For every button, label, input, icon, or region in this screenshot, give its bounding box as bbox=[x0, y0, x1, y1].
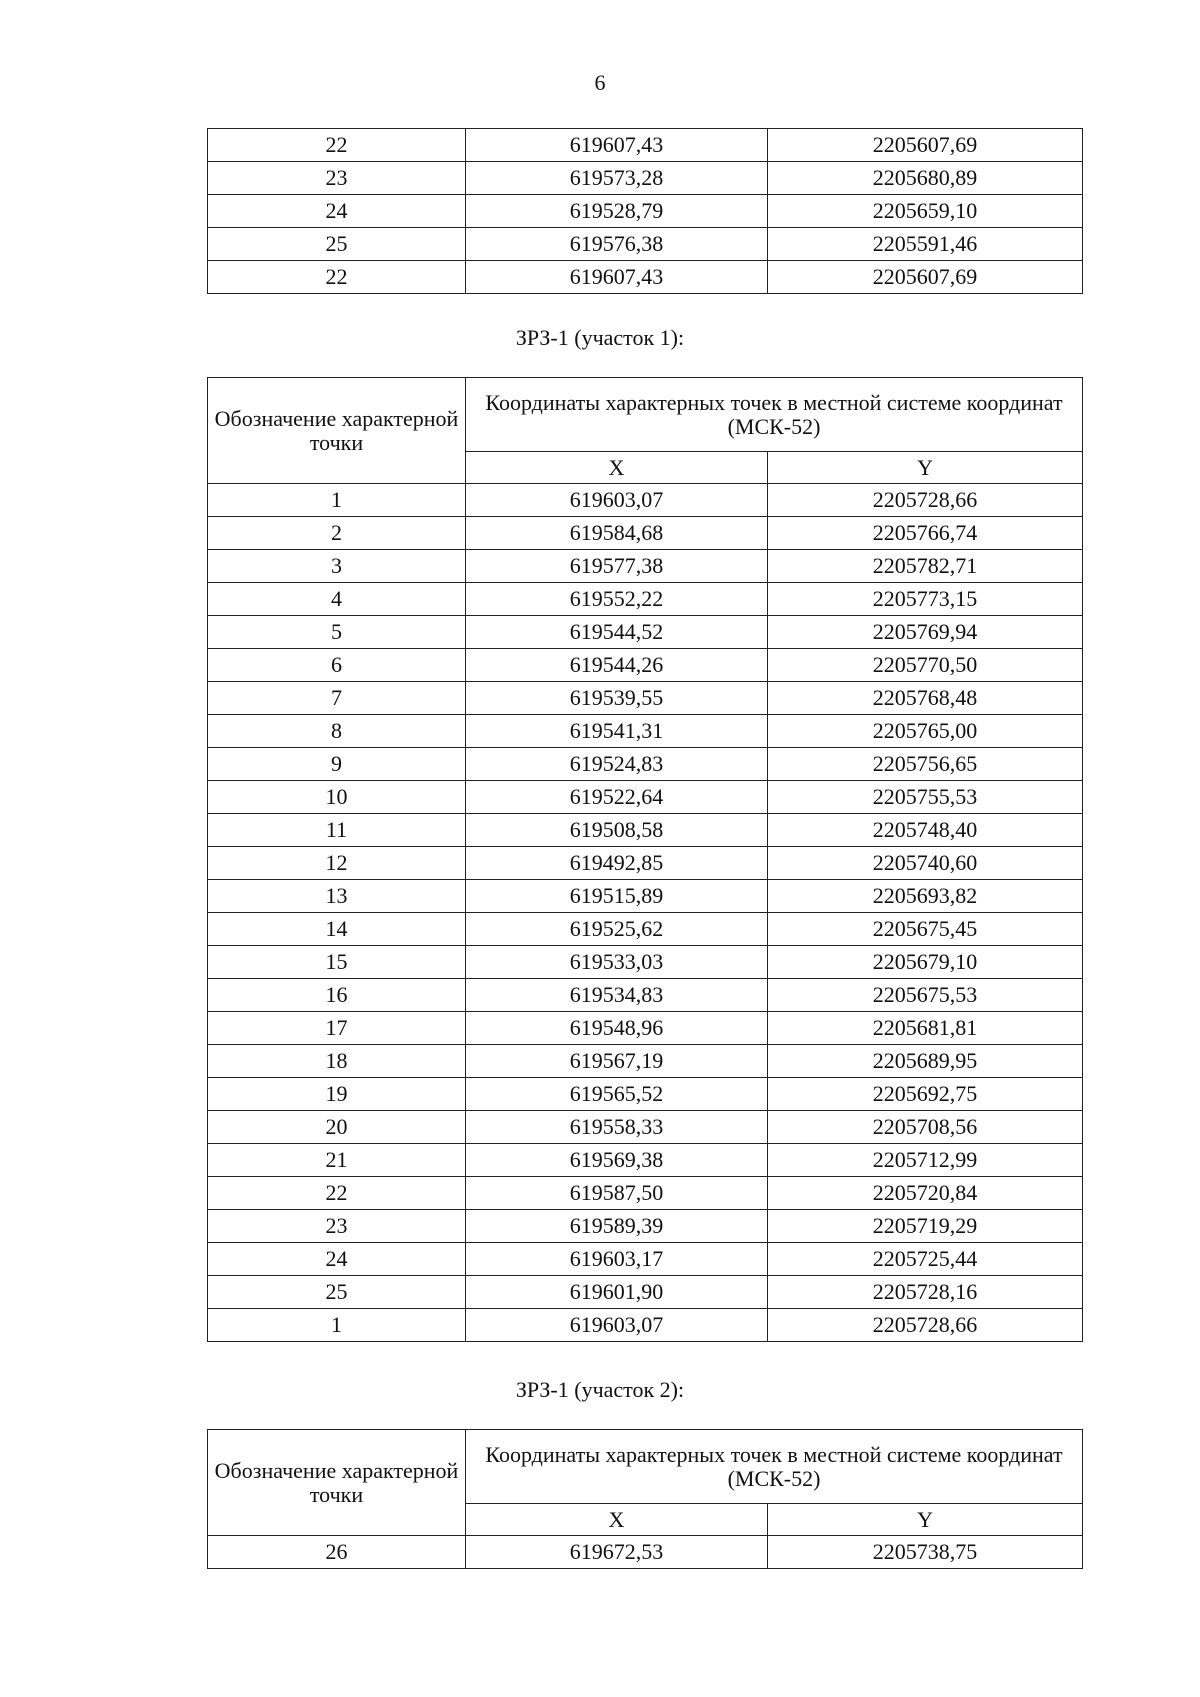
point-number-cell: 16 bbox=[208, 979, 466, 1012]
table-row bbox=[208, 1012, 1083, 1045]
table-row bbox=[208, 195, 1083, 228]
table-row bbox=[208, 1536, 1083, 1569]
coordinates-table-plot-2 bbox=[207, 1429, 1083, 1569]
header-x: X bbox=[466, 452, 768, 484]
y-coordinate-cell: 2205756,65 bbox=[768, 748, 1083, 781]
table-row bbox=[208, 1177, 1083, 1210]
y-coordinate-cell: 2205740,60 bbox=[768, 847, 1083, 880]
table-row bbox=[208, 1276, 1083, 1309]
y-coordinate-cell: 2205769,94 bbox=[768, 616, 1083, 649]
table-row bbox=[208, 129, 1083, 162]
point-number-cell: 3 bbox=[208, 550, 466, 583]
coordinates-table-plot-1 bbox=[207, 377, 1083, 1342]
x-coordinate-cell: 619607,43 bbox=[466, 261, 768, 294]
x-coordinate-cell: 619576,38 bbox=[466, 228, 768, 261]
point-number-cell: 24 bbox=[208, 1243, 466, 1276]
x-coordinate-cell: 619589,39 bbox=[466, 1210, 768, 1243]
y-coordinate-cell: 2205689,95 bbox=[768, 1045, 1083, 1078]
y-coordinate-cell: 2205782,71 bbox=[768, 550, 1083, 583]
point-number-cell: 25 bbox=[208, 228, 466, 261]
header-coordinates: Координаты характерных точек в местной системе координат (МСК-52) bbox=[466, 1430, 1083, 1504]
y-coordinate-cell: 2205770,50 bbox=[768, 649, 1083, 682]
table-row bbox=[208, 162, 1083, 195]
x-coordinate-cell: 619541,31 bbox=[466, 715, 768, 748]
y-coordinate-cell: 2205768,48 bbox=[768, 682, 1083, 715]
y-coordinate-cell: 2205693,82 bbox=[768, 880, 1083, 913]
table-row bbox=[208, 979, 1083, 1012]
y-coordinate-cell: 2205675,53 bbox=[768, 979, 1083, 1012]
table-row bbox=[208, 1045, 1083, 1078]
table-row bbox=[208, 228, 1083, 261]
point-number-cell: 22 bbox=[208, 129, 466, 162]
table-row bbox=[208, 1210, 1083, 1243]
point-number-cell: 25 bbox=[208, 1276, 466, 1309]
table-row bbox=[208, 1309, 1083, 1342]
y-coordinate-cell: 2205738,75 bbox=[768, 1536, 1083, 1569]
x-coordinate-cell: 619577,38 bbox=[466, 550, 768, 583]
table-row bbox=[208, 781, 1083, 814]
table-row bbox=[208, 550, 1083, 583]
table-row bbox=[208, 814, 1083, 847]
y-coordinate-cell: 2205679,10 bbox=[768, 946, 1083, 979]
x-coordinate-cell: 619603,17 bbox=[466, 1243, 768, 1276]
point-number-cell: 1 bbox=[208, 484, 466, 517]
table-row bbox=[208, 649, 1083, 682]
point-number-cell: 12 bbox=[208, 847, 466, 880]
y-coordinate-cell: 2205607,69 bbox=[768, 261, 1083, 294]
x-coordinate-cell: 619584,68 bbox=[466, 517, 768, 550]
header-y: Y bbox=[768, 1504, 1083, 1536]
y-coordinate-cell: 2205725,44 bbox=[768, 1243, 1083, 1276]
x-coordinate-cell: 619515,89 bbox=[466, 880, 768, 913]
point-number-cell: 1 bbox=[208, 1309, 466, 1342]
header-y: Y bbox=[768, 452, 1083, 484]
x-coordinate-cell: 619533,03 bbox=[466, 946, 768, 979]
table-row bbox=[208, 1111, 1083, 1144]
x-coordinate-cell: 619544,52 bbox=[466, 616, 768, 649]
point-number-cell: 22 bbox=[208, 1177, 466, 1210]
table-row bbox=[208, 880, 1083, 913]
y-coordinate-cell: 2205681,81 bbox=[768, 1012, 1083, 1045]
point-number-cell: 14 bbox=[208, 913, 466, 946]
table-row bbox=[208, 715, 1083, 748]
x-coordinate-cell: 619567,19 bbox=[466, 1045, 768, 1078]
point-number-cell: 24 bbox=[208, 195, 466, 228]
y-coordinate-cell: 2205659,10 bbox=[768, 195, 1083, 228]
table-row bbox=[208, 517, 1083, 550]
point-number-cell: 10 bbox=[208, 781, 466, 814]
point-number-cell: 19 bbox=[208, 1078, 466, 1111]
table-row bbox=[208, 1144, 1083, 1177]
x-coordinate-cell: 619525,62 bbox=[466, 913, 768, 946]
coordinates-table-continued bbox=[207, 128, 1083, 294]
point-number-cell: 18 bbox=[208, 1045, 466, 1078]
y-coordinate-cell: 2205773,15 bbox=[768, 583, 1083, 616]
header-x: X bbox=[466, 1504, 768, 1536]
x-coordinate-cell: 619558,33 bbox=[466, 1111, 768, 1144]
x-coordinate-cell: 619508,58 bbox=[466, 814, 768, 847]
y-coordinate-cell: 2205692,75 bbox=[768, 1078, 1083, 1111]
y-coordinate-cell: 2205728,66 bbox=[768, 484, 1083, 517]
y-coordinate-cell: 2205675,45 bbox=[768, 913, 1083, 946]
x-coordinate-cell: 619552,22 bbox=[466, 583, 768, 616]
point-number-cell: 13 bbox=[208, 880, 466, 913]
x-coordinate-cell: 619539,55 bbox=[466, 682, 768, 715]
point-number-cell: 11 bbox=[208, 814, 466, 847]
point-number-cell: 7 bbox=[208, 682, 466, 715]
point-number-cell: 2 bbox=[208, 517, 466, 550]
y-coordinate-cell: 2205719,29 bbox=[768, 1210, 1083, 1243]
section-title-plot-1: ЗРЗ-1 (участок 1): bbox=[515, 325, 685, 350]
point-number-cell: 23 bbox=[208, 1210, 466, 1243]
y-coordinate-cell: 2205765,00 bbox=[768, 715, 1083, 748]
section-title-plot-2: ЗРЗ-1 (участок 2): bbox=[515, 1377, 685, 1402]
y-coordinate-cell: 2205766,74 bbox=[768, 517, 1083, 550]
point-number-cell: 15 bbox=[208, 946, 466, 979]
point-number-cell: 5 bbox=[208, 616, 466, 649]
point-number-cell: 26 bbox=[208, 1536, 466, 1569]
table-row bbox=[208, 616, 1083, 649]
table-row bbox=[208, 1243, 1083, 1276]
y-coordinate-cell: 2205680,89 bbox=[768, 162, 1083, 195]
y-coordinate-cell: 2205755,53 bbox=[768, 781, 1083, 814]
x-coordinate-cell: 619601,90 bbox=[466, 1276, 768, 1309]
y-coordinate-cell: 2205728,66 bbox=[768, 1309, 1083, 1342]
y-coordinate-cell: 2205591,46 bbox=[768, 228, 1083, 261]
y-coordinate-cell: 2205708,56 bbox=[768, 1111, 1083, 1144]
x-coordinate-cell: 619528,79 bbox=[466, 195, 768, 228]
table-row bbox=[208, 261, 1083, 294]
point-number-cell: 23 bbox=[208, 162, 466, 195]
point-number-cell: 8 bbox=[208, 715, 466, 748]
header-point-designation: Обозначение характерной точки bbox=[208, 1430, 466, 1536]
page-number: 6 bbox=[594, 70, 606, 95]
point-number-cell: 21 bbox=[208, 1144, 466, 1177]
table-row bbox=[208, 748, 1083, 781]
x-coordinate-cell: 619548,96 bbox=[466, 1012, 768, 1045]
y-coordinate-cell: 2205728,16 bbox=[768, 1276, 1083, 1309]
table-row bbox=[208, 484, 1083, 517]
x-coordinate-cell: 619607,43 bbox=[466, 129, 768, 162]
y-coordinate-cell: 2205720,84 bbox=[768, 1177, 1083, 1210]
x-coordinate-cell: 619587,50 bbox=[466, 1177, 768, 1210]
table-row bbox=[208, 682, 1083, 715]
x-coordinate-cell: 619492,85 bbox=[466, 847, 768, 880]
x-coordinate-cell: 619544,26 bbox=[466, 649, 768, 682]
y-coordinate-cell: 2205748,40 bbox=[768, 814, 1083, 847]
table-row bbox=[208, 946, 1083, 979]
table-row bbox=[208, 583, 1083, 616]
x-coordinate-cell: 619565,52 bbox=[466, 1078, 768, 1111]
x-coordinate-cell: 619603,07 bbox=[466, 1309, 768, 1342]
x-coordinate-cell: 619524,83 bbox=[466, 748, 768, 781]
point-number-cell: 4 bbox=[208, 583, 466, 616]
point-number-cell: 22 bbox=[208, 261, 466, 294]
x-coordinate-cell: 619672,53 bbox=[466, 1536, 768, 1569]
x-coordinate-cell: 619573,28 bbox=[466, 162, 768, 195]
y-coordinate-cell: 2205607,69 bbox=[768, 129, 1083, 162]
point-number-cell: 6 bbox=[208, 649, 466, 682]
table-row bbox=[208, 913, 1083, 946]
point-number-cell: 20 bbox=[208, 1111, 466, 1144]
header-point-designation: Обозначение характерной точки bbox=[208, 378, 466, 484]
header-coordinates: Координаты характерных точек в местной системе координат (МСК-52) bbox=[466, 378, 1083, 452]
x-coordinate-cell: 619522,64 bbox=[466, 781, 768, 814]
x-coordinate-cell: 619569,38 bbox=[466, 1144, 768, 1177]
y-coordinate-cell: 2205712,99 bbox=[768, 1144, 1083, 1177]
point-number-cell: 9 bbox=[208, 748, 466, 781]
table-row bbox=[208, 1078, 1083, 1111]
x-coordinate-cell: 619603,07 bbox=[466, 484, 768, 517]
point-number-cell: 17 bbox=[208, 1012, 466, 1045]
table-row bbox=[208, 847, 1083, 880]
x-coordinate-cell: 619534,83 bbox=[466, 979, 768, 1012]
